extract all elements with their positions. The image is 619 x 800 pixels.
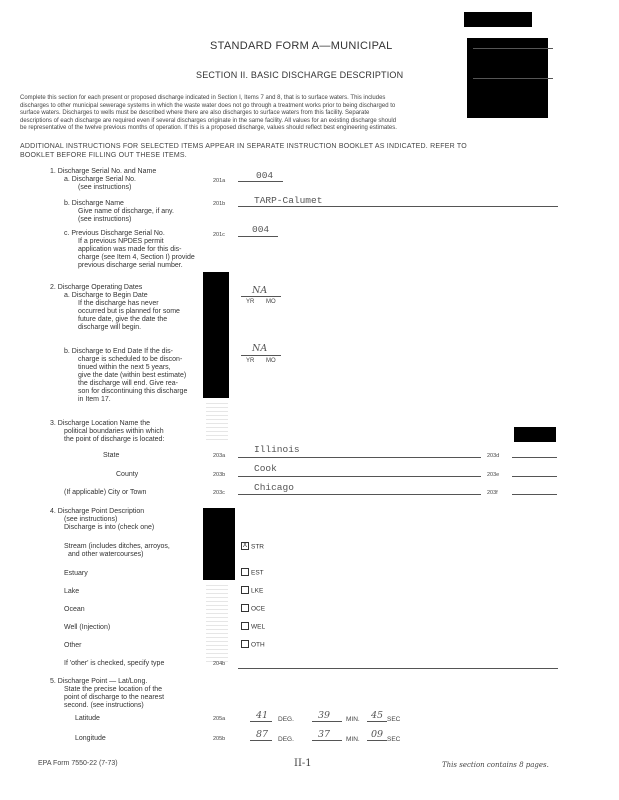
specify-rule xyxy=(238,668,558,669)
checkbox-box[interactable] xyxy=(241,622,249,630)
item1a-label xyxy=(64,176,136,192)
item2b-label-line: in Item 17. xyxy=(78,396,111,403)
longitude-label: Longitude xyxy=(75,735,106,742)
longitude-deg-value[interactable]: 87 xyxy=(256,729,269,740)
previous-serial-no-value[interactable]: 004 xyxy=(252,224,270,235)
city-code: 203c xyxy=(213,490,225,496)
lat-sec-rule xyxy=(367,721,387,722)
item2b-label xyxy=(64,348,187,404)
item1a-rule xyxy=(238,181,283,182)
intro-line: descriptions of each discharge are required even if several discharges originate in the same facility. All values for an existing discharge should xyxy=(20,117,397,124)
item2a-rule xyxy=(241,296,281,297)
footer-page-number: II-1 xyxy=(294,758,312,769)
item3-heading-line: the point of discharge is located: xyxy=(64,436,165,443)
lat-min-label: MIN. xyxy=(346,716,360,723)
item3-heading-line: political boundaries within which xyxy=(64,428,164,435)
intro-line: Complete this section for each present or proposed discharge indicated in Section I, Items 7 and 8, that is to surface waters. This includes xyxy=(20,95,386,101)
stream-label-line: and other watercourses) xyxy=(68,551,144,558)
latitude-label: Latitude xyxy=(75,715,100,722)
item1b-label-line: b. Discharge Name xyxy=(64,200,124,207)
lat-min-rule xyxy=(312,721,342,722)
item1a-label-line: (see instructions) xyxy=(78,184,132,191)
lake-checkbox[interactable] xyxy=(241,587,263,595)
item2b-label-line: charge is scheduled to be discon- xyxy=(78,356,183,363)
city-rule xyxy=(238,494,481,495)
end-date-value[interactable]: NA xyxy=(252,343,268,354)
footer-note: This section contains 8 pages. xyxy=(442,761,549,769)
checkbox-box[interactable] xyxy=(241,586,249,594)
item1b-label-line: Give name of discharge, if any. xyxy=(78,208,174,215)
county-label: County xyxy=(116,471,139,478)
city-right-code: 203f xyxy=(487,490,498,496)
item2b-label-line: b. Discharge to End Date If the dis- xyxy=(64,348,173,355)
ocean-label: Ocean xyxy=(64,606,85,613)
item1c-label xyxy=(64,230,195,270)
item2a-label-line: future date, give the date the xyxy=(78,316,168,323)
county-right-code: 203e xyxy=(487,472,500,478)
item5-heading-line: point of discharge to the nearest xyxy=(64,694,165,701)
specify-label: If 'other' is checked, specify type xyxy=(64,660,165,667)
city-value[interactable]: Chicago xyxy=(254,482,294,493)
lat-deg-label: DEG. xyxy=(278,716,294,723)
form-title: STANDARD FORM A—MUNICIPAL xyxy=(210,40,393,52)
specify-code: 204b xyxy=(213,661,226,667)
lat-sec-label: SEC xyxy=(387,716,401,723)
lake-checkbox-label: LKE xyxy=(251,587,264,595)
item1c-label-line: c. Previous Discharge Serial No. xyxy=(64,230,165,237)
item2b-label-line: tinued within the next 5 years, xyxy=(78,364,171,371)
item1a-label-line: a. Discharge Serial No. xyxy=(64,176,136,183)
item1c-label-line: If a previous NPDES permit xyxy=(78,238,164,245)
item3-heading xyxy=(50,420,164,444)
longitude-min-value[interactable]: 37 xyxy=(318,729,331,740)
intro-line: discharges to other municipal sewerage systems in which the waste water does not go through a treatment works prior to being discharged to xyxy=(20,102,396,109)
estuary-label: Estuary xyxy=(64,570,88,577)
ocean-checkbox-label: OCE xyxy=(251,605,266,613)
state-rule xyxy=(238,457,481,458)
other-checkbox[interactable] xyxy=(241,641,265,649)
scan-marks-1 xyxy=(206,400,228,440)
item4-heading-line: 4. Discharge Point Description xyxy=(50,508,145,515)
ocean-checkbox[interactable] xyxy=(241,605,265,613)
item4-heading xyxy=(50,508,154,532)
item2a-mo: MO xyxy=(266,299,276,305)
header-rule-1 xyxy=(473,48,553,49)
section-title: SECTION II. BASIC DISCHARGE DESCRIPTION xyxy=(196,70,404,80)
latitude-sec-value[interactable]: 45 xyxy=(371,710,384,721)
item2b-rule xyxy=(241,355,281,356)
item1-heading: 1. Discharge Serial No. and Name xyxy=(50,168,157,175)
lat-deg-rule xyxy=(250,721,272,722)
checkbox-box[interactable] xyxy=(241,604,249,612)
well-checkbox-label: WEL xyxy=(251,623,266,631)
latitude-deg-value[interactable]: 41 xyxy=(256,710,269,721)
item2a-yr: YR xyxy=(246,299,255,305)
item4-heading-line: Discharge is into (check one) xyxy=(64,524,155,531)
redaction-item4 xyxy=(203,508,235,580)
item2a-label-line: occurred but is planned for some xyxy=(78,308,180,315)
estuary-checkbox[interactable] xyxy=(241,569,264,577)
other-label: Other xyxy=(64,642,82,649)
scan-marks-2 xyxy=(206,582,228,662)
item3-heading-line: 3. Discharge Location Name the xyxy=(50,420,150,427)
discharge-name-value[interactable]: TARP-Calumet xyxy=(254,195,323,206)
state-right-rule xyxy=(512,457,557,458)
city-right-rule xyxy=(512,494,557,495)
header-rule-2 xyxy=(473,78,553,79)
city-label: (If applicable) City or Town xyxy=(64,489,147,496)
long-deg-label: DEG. xyxy=(278,736,294,743)
county-value[interactable]: Cook xyxy=(254,463,277,474)
latitude-code: 205a xyxy=(213,716,226,722)
begin-date-value[interactable]: NA xyxy=(252,285,268,296)
stream-label xyxy=(64,543,170,559)
check-mark: X xyxy=(242,542,248,549)
item5-heading-line: second. (see instructions) xyxy=(64,702,144,709)
state-value[interactable]: Illinois xyxy=(254,444,300,455)
checkbox-box[interactable] xyxy=(241,640,249,648)
state-label: State xyxy=(103,452,120,459)
long-sec-label: SEC xyxy=(387,736,401,743)
estuary-checkbox-label: EST xyxy=(251,569,264,577)
long-min-label: MIN. xyxy=(346,736,360,743)
item5-heading-line: State the precise location of the xyxy=(64,686,163,693)
item1b-label-line: (see instructions) xyxy=(78,216,132,223)
item2b-label-line: son for discontinuing this discharge xyxy=(78,388,188,395)
lake-label: Lake xyxy=(64,588,80,595)
item2b-label-line: the discharge will end. Give rea- xyxy=(78,380,178,387)
item1a-code: 201a xyxy=(213,178,226,184)
redaction-top-small xyxy=(464,12,532,27)
item2-heading: 2. Discharge Operating Dates xyxy=(50,284,143,291)
discharge-serial-no-value[interactable]: 004 xyxy=(256,170,274,181)
county-rule xyxy=(238,476,481,477)
item5-heading-line: 5. Discharge Point — Lat/Long. xyxy=(50,678,148,685)
item1c-label-line: charge (see Item 4, Section I) provide xyxy=(78,254,195,261)
item5-heading xyxy=(50,678,164,710)
stream-label-line: Stream (includes ditches, arroyos, xyxy=(64,543,170,550)
item2a-label xyxy=(64,292,180,332)
item1c-code: 201c xyxy=(213,232,225,238)
item1c-label-line: application was made for this dis- xyxy=(78,246,182,253)
redaction-item2 xyxy=(203,272,229,398)
longitude-code: 205b xyxy=(213,736,226,742)
intro-line: be representative of the twelve previous months of operation. If this is a proposed discharge, values should reflect best engineering estimates. xyxy=(20,125,397,131)
redaction-item3-right xyxy=(514,427,556,442)
item2b-yr: YR xyxy=(246,358,255,364)
county-right-rule xyxy=(512,476,557,477)
item2b-label-line: give the date (within best estimate) xyxy=(78,372,187,379)
item1c-label-line: previous discharge serial number. xyxy=(78,262,183,269)
additional-line: ADDITIONAL INSTRUCTIONS FOR SELECTED ITEMS APPEAR IN SEPARATE INSTRUCTION BOOKLET AS INDICATED. REFER TO xyxy=(20,143,467,150)
footer-form-number: EPA Form 7550-22 (7-73) xyxy=(38,760,118,767)
item1c-rule xyxy=(238,236,278,237)
item2b-mo: MO xyxy=(266,358,276,364)
additional-instructions xyxy=(20,142,610,160)
well-label: Well (Injection) xyxy=(64,624,111,631)
county-code: 203b xyxy=(213,472,226,478)
checkbox-box[interactable] xyxy=(241,568,249,576)
item2a-label-line: discharge will begin. xyxy=(78,324,142,331)
intro-paragraph xyxy=(20,95,600,133)
intro-line: surface waters. Discharges to wells must be described where there are also discharges to surface waters from this facility. Separate xyxy=(20,110,370,116)
state-code: 203a xyxy=(213,453,226,459)
item1b-code: 201b xyxy=(213,201,226,207)
stream-checkbox-label: STR xyxy=(251,543,264,551)
additional-line: BOOKLET BEFORE FILLING OUT THESE ITEMS. xyxy=(20,152,187,159)
state-right-code: 203d xyxy=(487,453,500,459)
item1b-label xyxy=(64,200,174,224)
item2a-label-line: If the discharge has never xyxy=(78,300,159,307)
stream-checkbox[interactable] xyxy=(241,543,264,551)
item2a-label-line: a. Discharge to Begin Date xyxy=(64,292,148,299)
item1b-rule xyxy=(238,206,558,207)
item4-heading-line: (see instructions) xyxy=(64,516,118,523)
long-min-rule xyxy=(312,740,342,741)
long-sec-rule xyxy=(367,740,387,741)
checkbox-box[interactable] xyxy=(241,542,249,550)
other-checkbox-label: OTH xyxy=(251,641,265,649)
long-deg-rule xyxy=(250,740,272,741)
well-checkbox[interactable] xyxy=(241,623,265,631)
latitude-min-value[interactable]: 39 xyxy=(318,710,331,721)
longitude-sec-value[interactable]: 09 xyxy=(371,729,384,740)
